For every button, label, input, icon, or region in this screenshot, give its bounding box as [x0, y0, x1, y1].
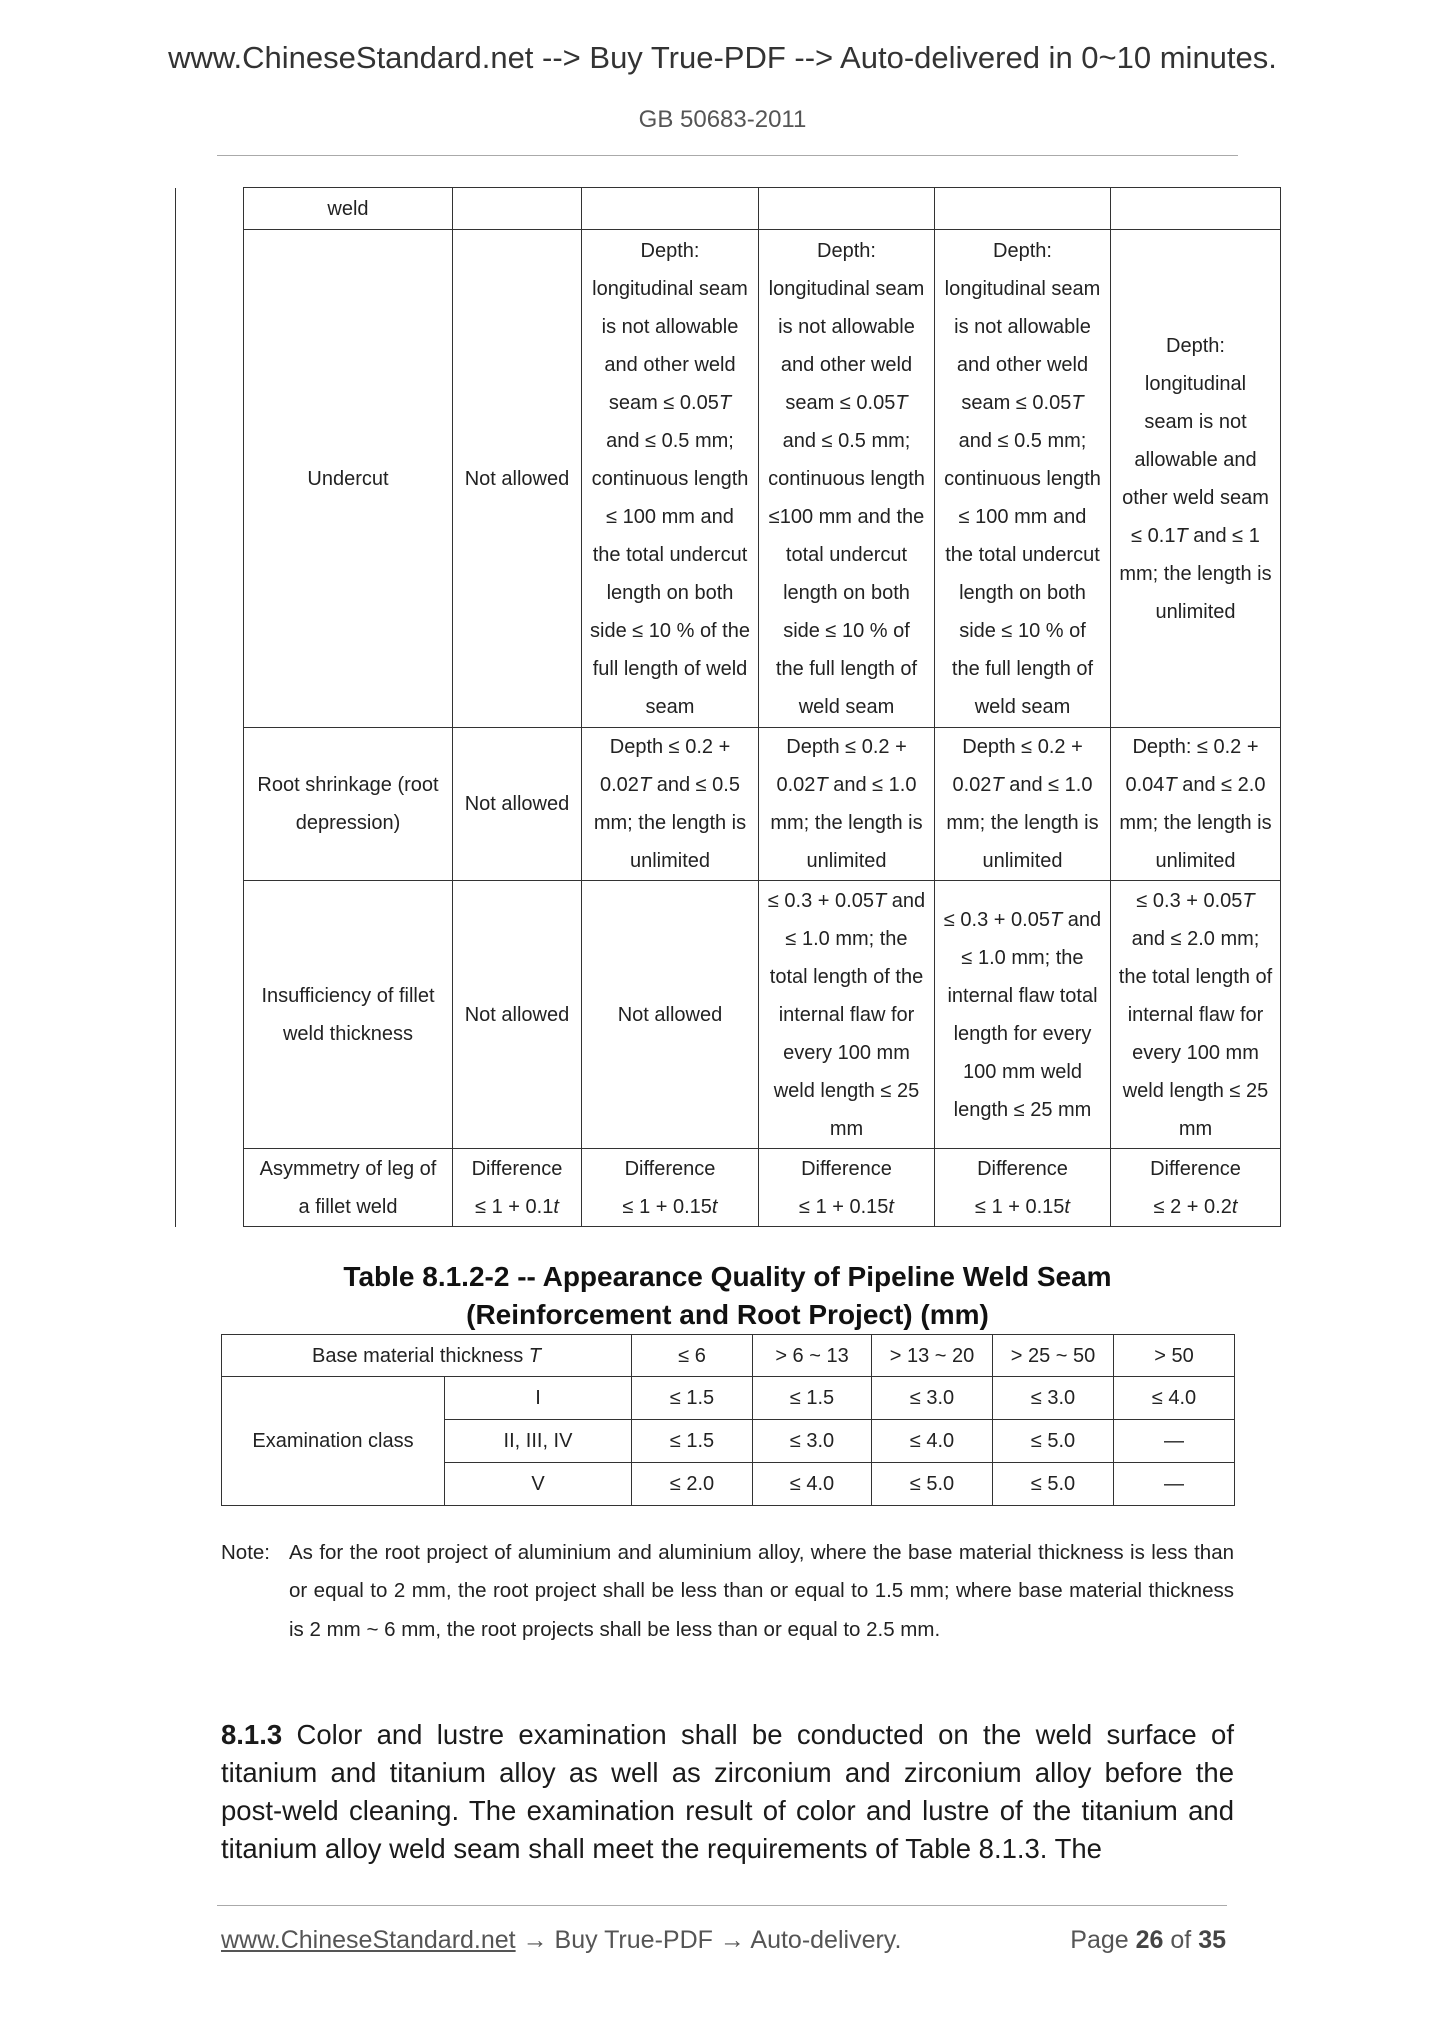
value-cell: ≤ 5.0 [993, 1420, 1114, 1463]
group-cell [176, 188, 244, 230]
header-cell: Base material thickness T [222, 1335, 632, 1377]
value-cell: — [1114, 1463, 1235, 1506]
criteria-cell [1111, 188, 1281, 230]
group-cell [176, 881, 244, 1149]
defect-name-cell: Insufficiency of fillet weld thickness [244, 881, 453, 1149]
clause-text: Color and lustre examination shall be conducted on the weld surface of titanium and titanium alloy as well as zirconium and zirconium alloy before the post-weld cleaning. The examination result of color and lustre of the titanium and titanium alloy weld seam shall meet the requirements of Table 8.1.3. The [221, 1719, 1234, 1864]
page-label: Page [1070, 1926, 1129, 1954]
criteria-cell: Depth: longitudinal seam is not allowable and other weld seam ≤ 0.1T and ≤ 1 mm; the length is unlimited [1111, 230, 1281, 728]
criteria-cell: Depth ≤ 0.2 + 0.02T and ≤ 1.0 mm; the length is unlimited [935, 728, 1111, 881]
group-cell [176, 230, 244, 728]
note-label: Note: [221, 1541, 270, 1564]
table-row [176, 230, 1281, 728]
table-row [176, 1149, 1281, 1227]
table-row [222, 1377, 1235, 1420]
promo-banner: www.ChineseStandard.net --> Buy True-PDF --> Auto-delivered in 0~10 minutes. [168, 40, 1277, 75]
criteria-cell: Difference ≤ 1 + 0.15t [582, 1149, 759, 1227]
value-cell: ≤ 5.0 [993, 1463, 1114, 1506]
criteria-cell: Not allowed [453, 728, 582, 881]
document-id: GB 50683-2011 [638, 106, 807, 133]
group-label-cell: Examination class [222, 1377, 445, 1506]
clause-8-1-3 [221, 1716, 1234, 1868]
class-cell: V [445, 1463, 632, 1506]
table-row [176, 728, 1281, 881]
footer-divider [217, 1905, 1227, 1906]
weld-defect-table [175, 187, 1281, 1227]
defect-name-cell: Asymmetry of leg of a fillet weld [244, 1149, 453, 1227]
value-cell: ≤ 3.0 [872, 1377, 993, 1420]
criteria-cell [582, 188, 759, 230]
header-divider [217, 155, 1238, 156]
criteria-cell: Not allowed [453, 881, 582, 1149]
footer-link[interactable]: www.ChineseStandard.net [221, 1926, 516, 1954]
pipeline-weld-quality-table [221, 1334, 1235, 1506]
header-cell: > 25 ~ 50 [993, 1335, 1114, 1377]
value-cell: ≤ 4.0 [753, 1463, 872, 1506]
footer-text: → Buy True-PDF → Auto-delivery. [515, 1926, 902, 1954]
value-cell: — [1114, 1420, 1235, 1463]
class-cell: I [445, 1377, 632, 1420]
value-cell: ≤ 2.0 [632, 1463, 753, 1506]
value-cell: ≤ 3.0 [993, 1377, 1114, 1420]
criteria-cell: Difference ≤ 1 + 0.1t [453, 1149, 582, 1227]
group-cell [176, 1149, 244, 1227]
criteria-cell [453, 188, 582, 230]
criteria-cell: ≤ 0.3 + 0.05T and ≤ 1.0 mm; the total length of the internal flaw for every 100 mm weld length ≤ 25 mm [759, 881, 935, 1149]
table-title: Table 8.1.2-2 -- Appearance Quality of Pipeline Weld Seam (Reinforcement and Root Project) (mm) [343, 1261, 1112, 1330]
value-cell: ≤ 1.5 [632, 1420, 753, 1463]
group-cell [176, 728, 244, 881]
criteria-cell [759, 188, 935, 230]
criteria-cell: Depth: longitudinal seam is not allowable and other weld seam ≤ 0.05T and ≤ 0.5 mm; continuous length ≤100 mm and the total undercut length on both side ≤ 10 % of the full length of weld seam [759, 230, 935, 728]
value-cell: ≤ 1.5 [753, 1377, 872, 1420]
clause-number: 8.1.3 [221, 1719, 283, 1750]
table-note [221, 1534, 1234, 1649]
table-row [176, 188, 1281, 230]
criteria-cell: Depth: longitudinal seam is not allowable and other weld seam ≤ 0.05T and ≤ 0.5 mm; continuous length ≤ 100 mm and the total undercut length on both side ≤ 10 % of the full length of weld seam [935, 230, 1111, 728]
value-cell: ≤ 1.5 [632, 1377, 753, 1420]
criteria-cell: ≤ 0.3 + 0.05T and ≤ 1.0 mm; the internal flaw total length for every 100 mm weld length ≤ 25 mm [935, 881, 1111, 1149]
criteria-cell: Depth: ≤ 0.2 + 0.04T and ≤ 2.0 mm; the length is unlimited [1111, 728, 1281, 881]
value-cell: ≤ 5.0 [872, 1463, 993, 1506]
header-cell: > 50 [1114, 1335, 1235, 1377]
total-pages: 35 [1198, 1926, 1226, 1954]
header-cell: > 6 ~ 13 [753, 1335, 872, 1377]
of-label: of [1170, 1926, 1192, 1954]
table-header-row [222, 1335, 1235, 1377]
note-text: As for the root project of aluminium and aluminium alloy, where the base material thickness is less than or equal to 2 mm, the root project shall be less than or equal to 1.5 mm; where base material thickness is 2 mm ~ 6 mm, the root projects shall be less than or equal to 2.5 mm. [289, 1541, 1234, 1641]
class-cell: II, III, IV [445, 1420, 632, 1463]
value-cell: ≤ 3.0 [753, 1420, 872, 1463]
criteria-cell [935, 188, 1111, 230]
defect-name-cell: Undercut [244, 230, 453, 728]
criteria-cell: Not allowed [582, 881, 759, 1149]
header-cell: > 13 ~ 20 [872, 1335, 993, 1377]
value-cell: ≤ 4.0 [1114, 1377, 1235, 1420]
criteria-cell: Difference ≤ 2 + 0.2t [1111, 1149, 1281, 1227]
current-page: 26 [1135, 1926, 1164, 1954]
defect-name-cell: weld [244, 188, 453, 230]
criteria-cell: Difference ≤ 1 + 0.15t [935, 1149, 1111, 1227]
criteria-cell: Difference ≤ 1 + 0.15t [759, 1149, 935, 1227]
value-cell: ≤ 4.0 [872, 1420, 993, 1463]
criteria-cell: Depth ≤ 0.2 + 0.02T and ≤ 1.0 mm; the length is unlimited [759, 728, 935, 881]
criteria-cell: ≤ 0.3 + 0.05T and ≤ 2.0 mm; the total length of internal flaw for every 100 mm weld length ≤ 25 mm [1111, 881, 1281, 1149]
criteria-cell: Depth ≤ 0.2 + 0.02T and ≤ 0.5 mm; the length is unlimited [582, 728, 759, 881]
header-cell: ≤ 6 [632, 1335, 753, 1377]
page-footer [221, 1926, 1226, 1955]
criteria-cell: Depth: longitudinal seam is not allowable and other weld seam ≤ 0.05T and ≤ 0.5 mm; continuous length ≤ 100 mm and the total undercut length on both side ≤ 10 % of the full length of weld seam [582, 230, 759, 728]
page-number [1070, 1926, 1226, 1955]
criteria-cell: Not allowed [453, 230, 582, 728]
defect-name-cell: Root shrinkage (root depression) [244, 728, 453, 881]
table-row [176, 881, 1281, 1149]
